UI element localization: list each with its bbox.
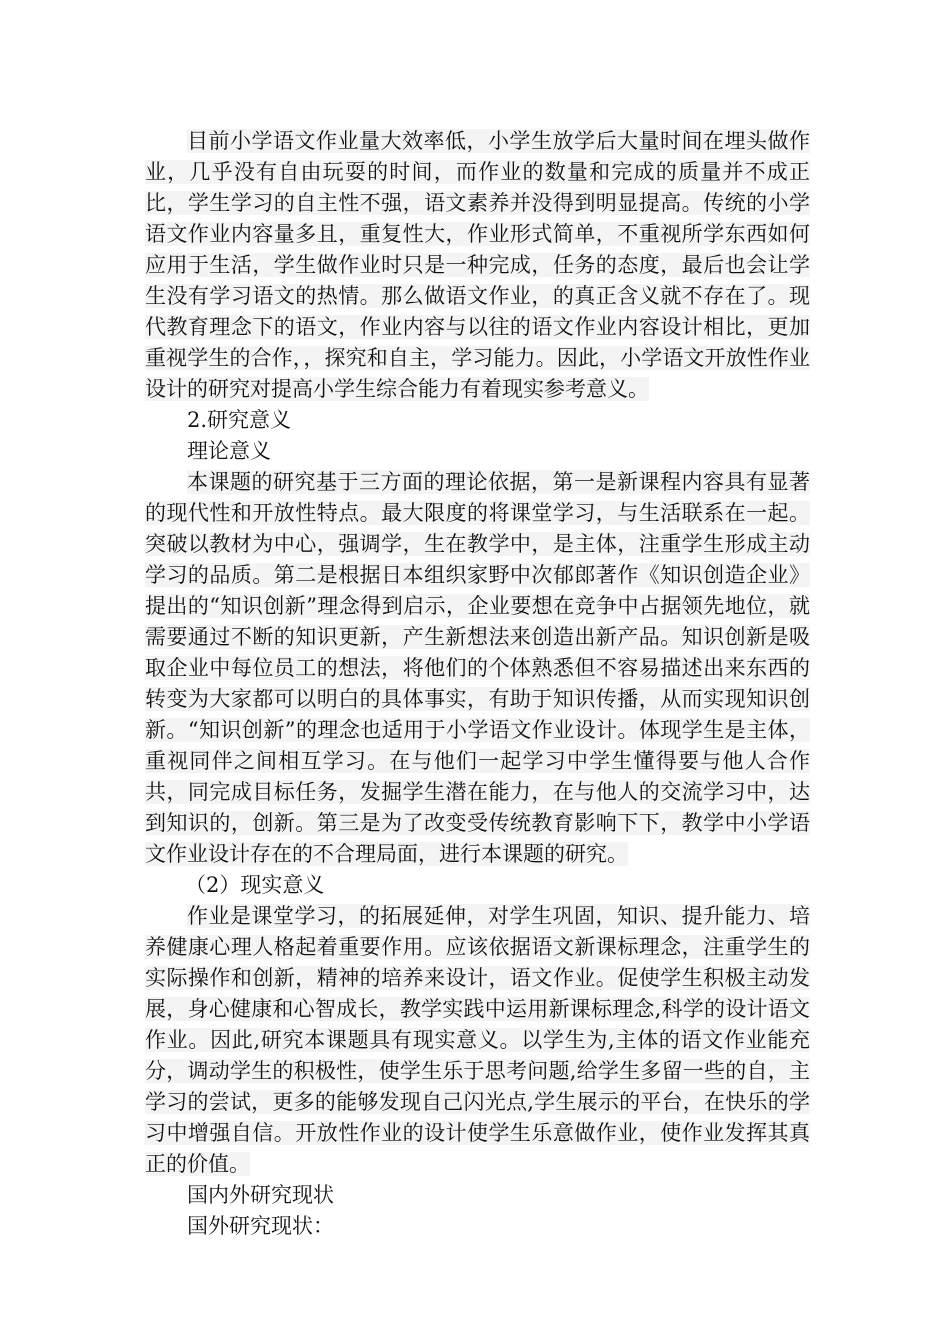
paragraph-practical-text: 作业是课堂学习，的拓展延伸，对学生巩固，知识、提升能力、培养健康心理人格起着重要作用。应该依据语文新课标理念，注重学生的实际操作和创新，精神的培养来设计，语文作业。促使学生积极主动发展，身心健康和心智成长，教学实践中运用新课标理念,科学的设计语文作业。因此,研究本课题具有现实意义。以学生为,主体的语文作业能充分，调动学生的积极性，使学生乐于思考问题,给学生多留一些的自，主学习的尝试，更多的能够发现自己闪光点,学生展示的平台，在快乐的学习中增强自信。开放性作业的设计使学生乐意做作业，使作业发挥其真正的价值。: [145, 904, 810, 1176]
heading-foreign-status: [145, 1211, 810, 1242]
paragraph-intro: [145, 126, 810, 405]
heading-theoretical-significance: 理论意义: [187, 439, 271, 463]
heading-practical-significance: （2）现实意义: [185, 873, 325, 897]
paragraph-theory: [145, 467, 810, 870]
paragraph-practical: [145, 901, 810, 1180]
heading-foreign-status-text: 国外研究现状：: [187, 1214, 334, 1238]
paragraph-theory-text: 本课题的研究基于三方面的理论依据，第一是新课程内容具有显著的现代性和开放性特点。最大限度的将课堂学习，与生活联系在一起。突破以教材为中心，强调学，生在教学中，是主体，注重学生形成主动学习的品质。第二是根据日本组织家野中次郁郎著作《知识创造企业》提出的“知识创新”理念得到启示，企业要想在竞争中占据领先地位，就需要通过不断的知识更新，产生新想法来创造出新产品。知识创新是吸取企业中每位员工的想法，将他们的个体熟悉但不容易描述出来东西的转变为大家都可以明白的具体事实，有助于知识传播，从而实现知识创新。“知识创新”的理念也适用于小学语文作业设计。体现学生是主体，重视同伴之间相互学习。在与他们一起学习中学生懂得要与他人合作共，同完成目标任务，发掘学生潜在能力，在与他人的交流学习中，达到知识的，创新。第三是为了改变受传统教育影响下下，教学中小学语文作业设计存在的不合理局面，进行本课题的研究。: [145, 470, 810, 866]
document-body: [145, 126, 810, 1242]
heading-research-status: 国内外研究现状: [187, 1183, 334, 1207]
heading-research-significance: 2.研究意义: [187, 408, 292, 432]
paragraph-intro-text: 目前小学语文作业量大效率低，小学生放学后大量时间在埋头做作业，几乎没有自由玩耍的时间，而作业的数量和完成的质量并不成正比，学生学习的自主性不强，语文素养并没得到明显提高。传统的小学语文作业内容量多且，重复性大，作业形式简单，不重视所学东西如何应用于生活，学生做作业时只是一种完成，任务的态度，最后也会让学生没有学习语文的热情。那么做语文作业，的真正含义就不存在了。现代教育理念下的语文，作业内容与以往的语文作业内容设计相比，更加重视学生的合作，，探究和自主，学习能力。因此，小学语文开放性作业设计的研究对提高小学生综合能力有着现实参考意义。: [145, 129, 810, 401]
